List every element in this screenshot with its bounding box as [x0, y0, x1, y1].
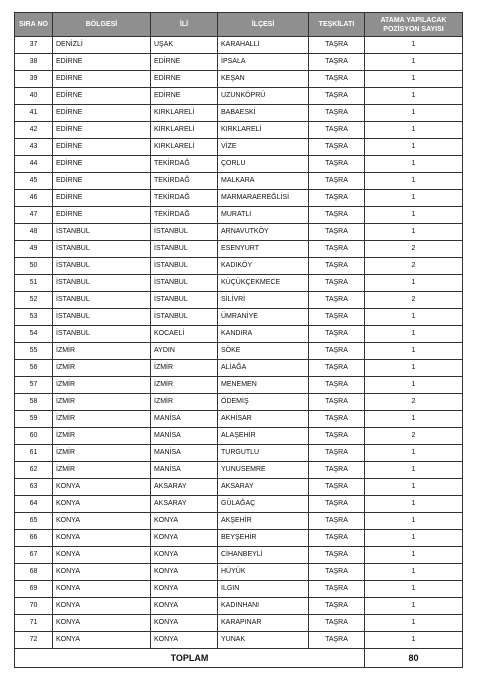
sira-no-cell: 49 — [15, 241, 53, 258]
ilce-cell: YUNAK — [218, 632, 309, 649]
pozisyon-sayisi-cell: 1 — [365, 275, 463, 292]
sira-no-cell: 50 — [15, 258, 53, 275]
table-row — [15, 377, 463, 394]
table-row — [15, 581, 463, 598]
table-row — [15, 309, 463, 326]
il-cell: KONYA — [151, 564, 218, 581]
ilce-cell: ARNAVUTKÖY — [218, 224, 309, 241]
pozisyon-sayisi-cell: 1 — [365, 615, 463, 632]
il-cell: KIRKLARELİ — [151, 139, 218, 156]
pozisyon-sayisi-cell: 1 — [365, 564, 463, 581]
sira-no-cell: 48 — [15, 224, 53, 241]
ilce-cell: MALKARA — [218, 173, 309, 190]
teskilat-cell: TAŞRA — [309, 122, 365, 139]
il-cell: KONYA — [151, 598, 218, 615]
table-row — [15, 615, 463, 632]
bolge-cell: İZMİR — [53, 462, 151, 479]
header-ilcesi: İLÇESİ — [218, 13, 309, 37]
il-cell: AKSARAY — [151, 496, 218, 513]
total-value: 80 — [365, 649, 463, 668]
sira-no-cell: 39 — [15, 71, 53, 88]
teskilat-cell: TAŞRA — [309, 360, 365, 377]
il-cell: KONYA — [151, 530, 218, 547]
ilce-cell: BABAESKİ — [218, 105, 309, 122]
bolge-cell: İSTANBUL — [53, 241, 151, 258]
bolge-cell: EDİRNE — [53, 156, 151, 173]
teskilat-cell: TAŞRA — [309, 513, 365, 530]
table-row — [15, 122, 463, 139]
teskilat-cell: TAŞRA — [309, 547, 365, 564]
teskilat-cell: TAŞRA — [309, 462, 365, 479]
pozisyon-sayisi-cell: 1 — [365, 462, 463, 479]
ilce-cell: ALAŞEHİR — [218, 428, 309, 445]
bolge-cell: EDİRNE — [53, 88, 151, 105]
bolge-cell: KONYA — [53, 547, 151, 564]
bolge-cell: İZMİR — [53, 428, 151, 445]
sira-no-cell: 61 — [15, 445, 53, 462]
sira-no-cell: 58 — [15, 394, 53, 411]
ilce-cell: TURGUTLU — [218, 445, 309, 462]
sira-no-cell: 67 — [15, 547, 53, 564]
sira-no-cell: 43 — [15, 139, 53, 156]
pozisyon-sayisi-cell: 1 — [365, 343, 463, 360]
bolge-cell: İZMİR — [53, 411, 151, 428]
bolge-cell: İZMİR — [53, 360, 151, 377]
pozisyon-sayisi-cell: 1 — [365, 360, 463, 377]
pozisyon-sayisi-cell: 1 — [365, 207, 463, 224]
sira-no-cell: 52 — [15, 292, 53, 309]
ilce-cell: ALİAĞA — [218, 360, 309, 377]
ilce-cell: KIRKLARELİ — [218, 122, 309, 139]
il-cell: KIRKLARELİ — [151, 105, 218, 122]
sira-no-cell: 68 — [15, 564, 53, 581]
pozisyon-sayisi-cell: 1 — [365, 88, 463, 105]
teskilat-cell: TAŞRA — [309, 598, 365, 615]
pozisyon-sayisi-cell: 1 — [365, 139, 463, 156]
il-cell: KONYA — [151, 513, 218, 530]
ilce-cell: MARMARAEREĞLİSİ — [218, 190, 309, 207]
sira-no-cell: 41 — [15, 105, 53, 122]
table-row — [15, 275, 463, 292]
sira-no-cell: 64 — [15, 496, 53, 513]
table-body — [15, 37, 463, 649]
teskilat-cell: TAŞRA — [309, 615, 365, 632]
teskilat-cell: TAŞRA — [309, 377, 365, 394]
pozisyon-sayisi-cell: 1 — [365, 496, 463, 513]
il-cell: KOCAELİ — [151, 326, 218, 343]
ilce-cell: ÖDEMİŞ — [218, 394, 309, 411]
bolge-cell: KONYA — [53, 632, 151, 649]
table-row — [15, 360, 463, 377]
table-row — [15, 173, 463, 190]
teskilat-cell: TAŞRA — [309, 275, 365, 292]
ilce-cell: KEŞAN — [218, 71, 309, 88]
table-header-row — [15, 13, 463, 37]
il-cell: İSTANBUL — [151, 258, 218, 275]
bolge-cell: KONYA — [53, 581, 151, 598]
position-table-page — [14, 12, 462, 668]
table-row — [15, 241, 463, 258]
pozisyon-sayisi-cell: 1 — [365, 479, 463, 496]
pozisyon-sayisi-cell: 1 — [365, 377, 463, 394]
teskilat-cell: TAŞRA — [309, 496, 365, 513]
sira-no-cell: 37 — [15, 37, 53, 54]
bolge-cell: EDİRNE — [53, 173, 151, 190]
il-cell: İSTANBUL — [151, 292, 218, 309]
pozisyon-sayisi-cell: 2 — [365, 292, 463, 309]
pozisyon-sayisi-cell: 1 — [365, 598, 463, 615]
table-row — [15, 224, 463, 241]
ilce-cell: SÖKE — [218, 343, 309, 360]
total-label: TOPLAM — [15, 649, 365, 668]
teskilat-cell: TAŞRA — [309, 105, 365, 122]
pozisyon-sayisi-cell: 2 — [365, 241, 463, 258]
pozisyon-sayisi-cell: 1 — [365, 632, 463, 649]
il-cell: TEKİRDAĞ — [151, 156, 218, 173]
bolge-cell: İZMİR — [53, 377, 151, 394]
ilce-cell: BEYŞEHİR — [218, 530, 309, 547]
teskilat-cell: TAŞRA — [309, 71, 365, 88]
teskilat-cell: TAŞRA — [309, 479, 365, 496]
sira-no-cell: 45 — [15, 173, 53, 190]
sira-no-cell: 46 — [15, 190, 53, 207]
il-cell: İZMİR — [151, 360, 218, 377]
bolge-cell: EDİRNE — [53, 190, 151, 207]
ilce-cell: AKHİSAR — [218, 411, 309, 428]
table-row — [15, 71, 463, 88]
teskilat-cell: TAŞRA — [309, 139, 365, 156]
teskilat-cell: TAŞRA — [309, 394, 365, 411]
pozisyon-sayisi-cell: 1 — [365, 581, 463, 598]
table-row — [15, 564, 463, 581]
pozisyon-sayisi-cell: 1 — [365, 326, 463, 343]
teskilat-cell: TAŞRA — [309, 581, 365, 598]
bolge-cell: KONYA — [53, 615, 151, 632]
table-row — [15, 547, 463, 564]
pozisyon-sayisi-cell: 1 — [365, 122, 463, 139]
il-cell: TEKİRDAĞ — [151, 207, 218, 224]
table-row — [15, 513, 463, 530]
teskilat-cell: TAŞRA — [309, 207, 365, 224]
teskilat-cell: TAŞRA — [309, 88, 365, 105]
bolge-cell: EDİRNE — [53, 207, 151, 224]
ilce-cell: AKSARAY — [218, 479, 309, 496]
ilce-cell: KARAHALLI — [218, 37, 309, 54]
table-row — [15, 598, 463, 615]
ilce-cell: KÜÇÜKÇEKMECE — [218, 275, 309, 292]
teskilat-cell: TAŞRA — [309, 428, 365, 445]
pozisyon-sayisi-cell: 1 — [365, 173, 463, 190]
ilce-cell: ÇORLU — [218, 156, 309, 173]
table-row — [15, 445, 463, 462]
header-teskilati: TEŞKİLATI — [309, 13, 365, 37]
sira-no-cell: 53 — [15, 309, 53, 326]
il-cell: KONYA — [151, 632, 218, 649]
il-cell: MANİSA — [151, 428, 218, 445]
il-cell: KIRKLARELİ — [151, 122, 218, 139]
ilce-cell: UZUNKÖPRÜ — [218, 88, 309, 105]
il-cell: EDİRNE — [151, 71, 218, 88]
table-row — [15, 190, 463, 207]
ilce-cell: MENEMEN — [218, 377, 309, 394]
table-row — [15, 343, 463, 360]
ilce-cell: KANDIRA — [218, 326, 309, 343]
bolge-cell: KONYA — [53, 479, 151, 496]
bolge-cell: İSTANBUL — [53, 224, 151, 241]
table-row — [15, 496, 463, 513]
il-cell: TEKİRDAĞ — [151, 190, 218, 207]
ilce-cell: HÜYÜK — [218, 564, 309, 581]
ilce-cell: ILGIN — [218, 581, 309, 598]
sira-no-cell: 70 — [15, 598, 53, 615]
table-row — [15, 411, 463, 428]
sira-no-cell: 60 — [15, 428, 53, 445]
pozisyon-sayisi-cell: 1 — [365, 224, 463, 241]
sira-no-cell: 59 — [15, 411, 53, 428]
table-row — [15, 326, 463, 343]
il-cell: KONYA — [151, 615, 218, 632]
bolge-cell: KONYA — [53, 598, 151, 615]
sira-no-cell: 72 — [15, 632, 53, 649]
bolge-cell: İZMİR — [53, 394, 151, 411]
ilce-cell: MURATLI — [218, 207, 309, 224]
il-cell: AYDIN — [151, 343, 218, 360]
teskilat-cell: TAŞRA — [309, 343, 365, 360]
table-row — [15, 139, 463, 156]
total-row — [15, 649, 463, 668]
sira-no-cell: 56 — [15, 360, 53, 377]
bolge-cell: KONYA — [53, 496, 151, 513]
sira-no-cell: 42 — [15, 122, 53, 139]
table-row — [15, 462, 463, 479]
header-pozisyon-sayisi: ATAMA YAPILACAK POZİSYON SAYISI — [365, 13, 463, 37]
bolge-cell: DENİZLİ — [53, 37, 151, 54]
bolge-cell: EDİRNE — [53, 54, 151, 71]
bolge-cell: İZMİR — [53, 445, 151, 462]
table-row — [15, 207, 463, 224]
teskilat-cell: TAŞRA — [309, 156, 365, 173]
bolge-cell: İSTANBUL — [53, 258, 151, 275]
sira-no-cell: 71 — [15, 615, 53, 632]
teskilat-cell: TAŞRA — [309, 173, 365, 190]
pozisyon-sayisi-cell: 1 — [365, 71, 463, 88]
teskilat-cell: TAŞRA — [309, 326, 365, 343]
il-cell: İZMİR — [151, 377, 218, 394]
sira-no-cell: 63 — [15, 479, 53, 496]
bolge-cell: EDİRNE — [53, 122, 151, 139]
il-cell: İSTANBUL — [151, 275, 218, 292]
sira-no-cell: 57 — [15, 377, 53, 394]
table-row — [15, 632, 463, 649]
ilce-cell: AKŞEHİR — [218, 513, 309, 530]
header-ili: İLİ — [151, 13, 218, 37]
sira-no-cell: 38 — [15, 54, 53, 71]
bolge-cell: EDİRNE — [53, 139, 151, 156]
position-table — [14, 12, 463, 668]
bolge-cell: KONYA — [53, 530, 151, 547]
sira-no-cell: 66 — [15, 530, 53, 547]
header-bolgesi: BÖLGESİ — [53, 13, 151, 37]
sira-no-cell: 40 — [15, 88, 53, 105]
teskilat-cell: TAŞRA — [309, 224, 365, 241]
il-cell: İZMİR — [151, 394, 218, 411]
ilce-cell: ÜMRANİYE — [218, 309, 309, 326]
ilce-cell: CİHANBEYLİ — [218, 547, 309, 564]
il-cell: AKSARAY — [151, 479, 218, 496]
il-cell: KONYA — [151, 581, 218, 598]
bolge-cell: İSTANBUL — [53, 326, 151, 343]
pozisyon-sayisi-cell: 1 — [365, 105, 463, 122]
pozisyon-sayisi-cell: 1 — [365, 513, 463, 530]
teskilat-cell: TAŞRA — [309, 445, 365, 462]
table-row — [15, 156, 463, 173]
pozisyon-sayisi-cell: 1 — [365, 309, 463, 326]
pozisyon-sayisi-cell: 1 — [365, 530, 463, 547]
table-row — [15, 105, 463, 122]
il-cell: TEKİRDAĞ — [151, 173, 218, 190]
sira-no-cell: 69 — [15, 581, 53, 598]
bolge-cell: EDİRNE — [53, 71, 151, 88]
il-cell: İSTANBUL — [151, 309, 218, 326]
il-cell: MANİSA — [151, 445, 218, 462]
ilce-cell: SİLİVRİ — [218, 292, 309, 309]
pozisyon-sayisi-cell: 1 — [365, 547, 463, 564]
pozisyon-sayisi-cell: 1 — [365, 445, 463, 462]
il-cell: UŞAK — [151, 37, 218, 54]
teskilat-cell: TAŞRA — [309, 190, 365, 207]
teskilat-cell: TAŞRA — [309, 530, 365, 547]
pozisyon-sayisi-cell: 1 — [365, 411, 463, 428]
pozisyon-sayisi-cell: 1 — [365, 37, 463, 54]
bolge-cell: İSTANBUL — [53, 292, 151, 309]
pozisyon-sayisi-cell: 2 — [365, 258, 463, 275]
sira-no-cell: 51 — [15, 275, 53, 292]
teskilat-cell: TAŞRA — [309, 54, 365, 71]
teskilat-cell: TAŞRA — [309, 564, 365, 581]
teskilat-cell: TAŞRA — [309, 309, 365, 326]
sira-no-cell: 47 — [15, 207, 53, 224]
table-row — [15, 428, 463, 445]
il-cell: İSTANBUL — [151, 224, 218, 241]
teskilat-cell: TAŞRA — [309, 258, 365, 275]
pozisyon-sayisi-cell: 1 — [365, 54, 463, 71]
sira-no-cell: 65 — [15, 513, 53, 530]
teskilat-cell: TAŞRA — [309, 292, 365, 309]
ilce-cell: YUNUSEMRE — [218, 462, 309, 479]
ilce-cell: ESENYURT — [218, 241, 309, 258]
bolge-cell: İSTANBUL — [53, 309, 151, 326]
table-row — [15, 37, 463, 54]
teskilat-cell: TAŞRA — [309, 241, 365, 258]
bolge-cell: İSTANBUL — [53, 275, 151, 292]
sira-no-cell: 44 — [15, 156, 53, 173]
bolge-cell: İZMİR — [53, 343, 151, 360]
teskilat-cell: TAŞRA — [309, 411, 365, 428]
sira-no-cell: 62 — [15, 462, 53, 479]
ilce-cell: KARAPINAR — [218, 615, 309, 632]
ilce-cell: KADIKÖY — [218, 258, 309, 275]
ilce-cell: VİZE — [218, 139, 309, 156]
table-row — [15, 292, 463, 309]
teskilat-cell: TAŞRA — [309, 37, 365, 54]
pozisyon-sayisi-cell: 2 — [365, 428, 463, 445]
sira-no-cell: 55 — [15, 343, 53, 360]
table-row — [15, 88, 463, 105]
table-row — [15, 479, 463, 496]
bolge-cell: EDİRNE — [53, 105, 151, 122]
il-cell: MANİSA — [151, 411, 218, 428]
il-cell: KONYA — [151, 547, 218, 564]
il-cell: EDİRNE — [151, 88, 218, 105]
pozisyon-sayisi-cell: 1 — [365, 156, 463, 173]
teskilat-cell: TAŞRA — [309, 632, 365, 649]
table-row — [15, 394, 463, 411]
pozisyon-sayisi-cell: 1 — [365, 190, 463, 207]
ilce-cell: İPSALA — [218, 54, 309, 71]
bolge-cell: KONYA — [53, 564, 151, 581]
il-cell: MANİSA — [151, 462, 218, 479]
ilce-cell: GÜLAĞAÇ — [218, 496, 309, 513]
ilce-cell: KADINHANI — [218, 598, 309, 615]
il-cell: EDİRNE — [151, 54, 218, 71]
table-row — [15, 54, 463, 71]
table-row — [15, 258, 463, 275]
bolge-cell: KONYA — [53, 513, 151, 530]
sira-no-cell: 54 — [15, 326, 53, 343]
il-cell: İSTANBUL — [151, 241, 218, 258]
header-sira-no: SIRA NO — [15, 13, 53, 37]
table-row — [15, 530, 463, 547]
pozisyon-sayisi-cell: 2 — [365, 394, 463, 411]
